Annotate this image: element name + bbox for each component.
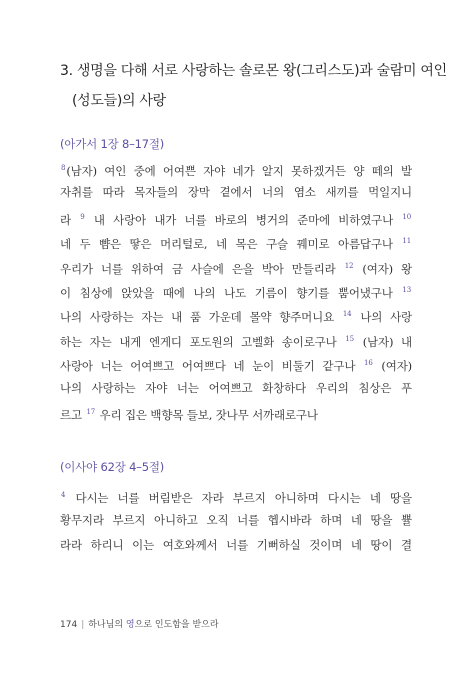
verse-number: 12 [344, 261, 354, 270]
verse-text: 나의 사랑하는 자는 내 품 가운데 몰약 향주머니요 [60, 310, 342, 325]
scripture-reference-isaiah: (이사야 62장 4–5절) [60, 460, 165, 474]
page-footer [60, 617, 219, 630]
passage-line [60, 209, 412, 228]
verse-text: 우리 집은 백향목 들보, 잣나무 서까래로구나 [96, 408, 318, 422]
verse-text: (여자) 왕 [354, 261, 412, 276]
verse-number: 16 [364, 359, 373, 368]
verse-number: 11 [402, 237, 411, 246]
passage-line [60, 355, 412, 374]
section-heading-line-1: 3. 생명을 다해 서로 사랑하는 솔로몬 왕(그리스도)과 술람미 여인 [60, 63, 447, 79]
book-title-part-2: 으로 인도함을 받으라 [134, 620, 219, 630]
verse-text: 다시는 너를 버림받은 자라 부르지 아니하며 다시는 네 땅을 [66, 491, 412, 505]
verse-text: 나의 사랑 [352, 310, 412, 325]
verse-text: 우리가 너를 위하여 금 사슬에 은을 박아 만들리라 [60, 261, 344, 276]
verse-text: 자취를 따라 목자들의 장막 곁에서 너의 염소 새끼를 먹일지니 [60, 185, 412, 200]
verse-text: 사랑아 너는 어여쁘고 어여쁘다 네 눈이 비둘기 같구나 [60, 359, 364, 374]
verse-number: 10 [402, 212, 411, 221]
book-title-accent: 영 [125, 620, 135, 630]
verse-text: 르고 [60, 408, 86, 422]
passage-line [60, 487, 412, 506]
verse-text: 이 침상에 앉았을 때에 나의 나도 기름이 향기를 뿜어냈구나 [60, 286, 402, 300]
verse-number: 8 [61, 164, 66, 172]
verse-text: 라라 하리니 이는 여호와께서 너를 기뻐하실 것이며 네 땅이 결 [60, 538, 412, 552]
passage-line [60, 258, 412, 277]
passage-line [60, 233, 412, 252]
verse-text: 네 두 뺨은 땋은 머리털로, 네 목은 구슬 꿰미로 아름답구나 [60, 237, 402, 252]
passage-line [60, 537, 412, 553]
passage-line [60, 306, 412, 325]
scripture-reference-song-of-songs: (아가서 1장 8–17절) [60, 137, 165, 151]
page-number: 174 [60, 620, 78, 630]
verse-number: 14 [342, 310, 352, 319]
passage-line [60, 331, 412, 350]
verse-number: 15 [345, 334, 354, 343]
verse-text: 라 [60, 212, 80, 227]
section-heading-line-2: (성도들)의 사랑 [72, 93, 166, 109]
footer-separator: | [81, 620, 85, 630]
verse-text: (여자) [373, 359, 412, 374]
verse-text: (남자) 내 [354, 334, 412, 349]
verse-text: 황무지라 부르지 아니하고 오직 너를 헵시바라 하며 네 땅을 쁄 [60, 513, 412, 527]
passage-line [60, 404, 412, 423]
passage-line [60, 512, 412, 528]
verse-number: 17 [86, 408, 96, 416]
passage-line [60, 282, 412, 301]
verse-text: 하는 자는 내게 엔게디 포도원의 고벨화 송이로구나 [60, 334, 345, 349]
passage-line [60, 160, 412, 179]
verse-text: (남자) 여인 중에 어여쁜 자야 네가 알지 못하겠거든 양 떼의 발 [66, 164, 412, 178]
verse-number: 9 [80, 212, 85, 221]
passage-line [60, 380, 412, 396]
verse-number: 4 [61, 491, 66, 499]
book-title-part-1: 하나님의 [88, 620, 126, 630]
passage-line [60, 184, 412, 200]
verse-number: 13 [402, 286, 411, 294]
verse-text: 내 사랑아 내가 너를 바로의 병거의 준마에 비하였구나 [85, 212, 402, 227]
verse-text: 나의 사랑하는 자야 너는 어여쁘고 화창하다 우리의 침상은 푸 [60, 380, 412, 395]
